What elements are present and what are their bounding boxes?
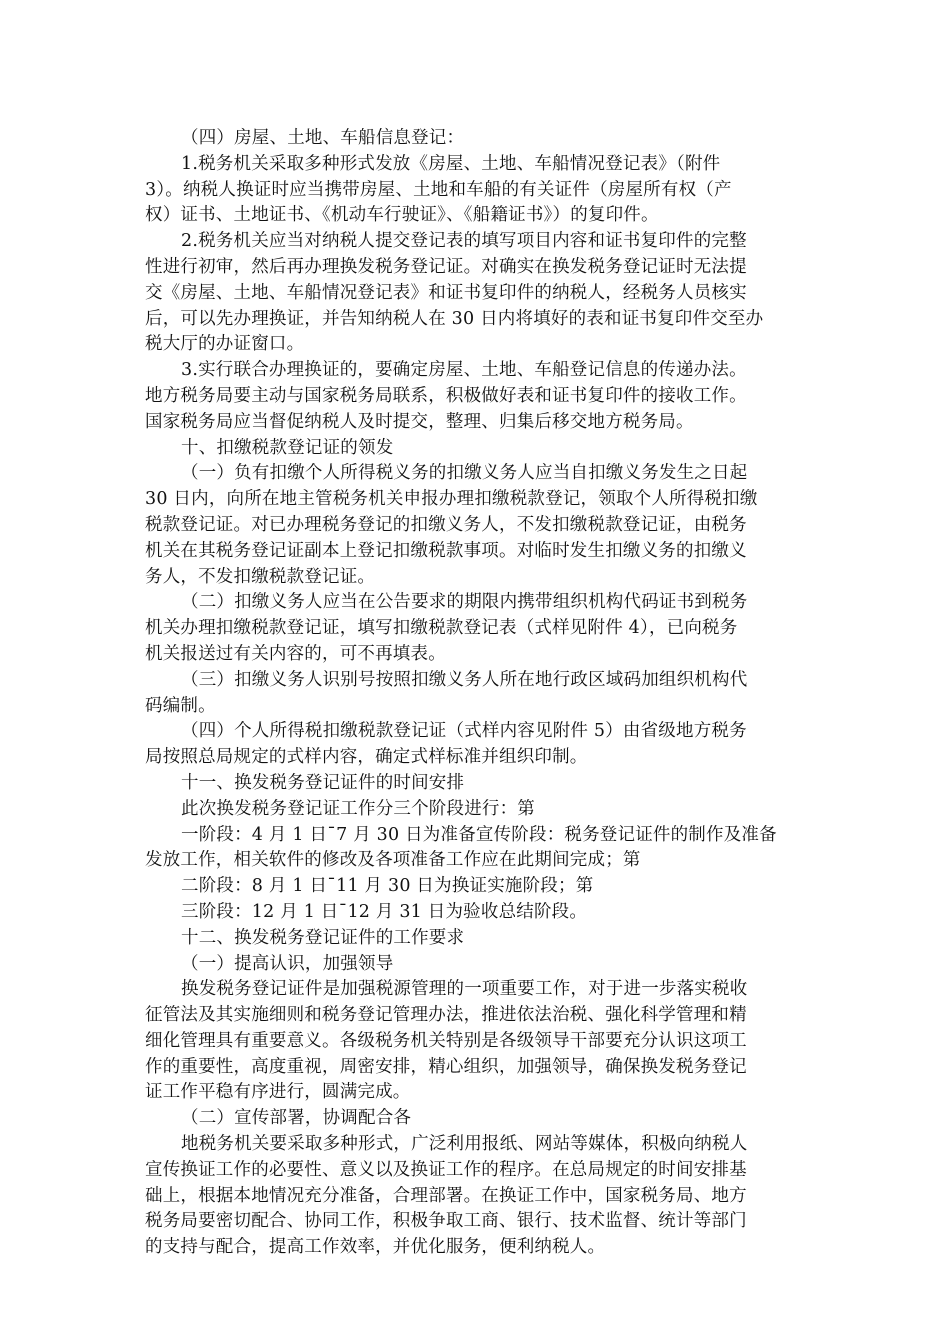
text-line: 十一、换发税务登记证件的时间安排 [181, 772, 465, 793]
text-line: （四）房屋、土地、车船信息登记： [181, 128, 465, 148]
text-line: 局按照总局规定的式样内容，确定式样标准并组织印制。 [145, 747, 588, 768]
text-line: 一阶段：4 月 1 日¯7 月 30 日为准备宣传阶段：税务登记证件的制作及准备 [181, 824, 777, 845]
text-line: 二阶段：8 月 1 日¯11 月 30 日为换证实施阶段；第 [181, 876, 594, 897]
text-line: 机关在其税务登记证副本上登记扣缴税款事项。对临时发生扣缴义务的扣缴义 [145, 540, 747, 561]
text-line: （二）宣传部署，协调配合各 [181, 1108, 412, 1129]
text-line: （一）负有扣缴个人所得税义务的扣缴义务人应当自扣缴义务发生之日起 [181, 463, 748, 484]
text-line: 细化管理具有重要意义。各级税务机关特别是各级领导干部要充分认识这项工 [145, 1030, 747, 1051]
text-line: 征管法及其实施细则和税务登记管理办法，推进依法治税、强化科学管理和精 [145, 1005, 747, 1026]
text-line: （二）扣缴义务人应当在公告要求的期限内携带组织机构代码证书到税务 [181, 592, 748, 613]
text-line: 地税务机关要采取多种形式，广泛利用报纸、网站等媒体，积极向纳税人 [181, 1134, 748, 1155]
text-line: 税款登记证。对已办理税务登记的扣缴义务人，不发扣缴税款登记证，由税务 [145, 514, 747, 535]
text-line: 后，可以先办理换证，并告知纳税人在 30 日内将填好的表和证书复印件交至办 [145, 308, 764, 329]
text-line: 作的重要性，高度重视，周密安排，精心组织，加强领导，确保换发税务登记 [145, 1056, 747, 1077]
text-line: 此次换发税务登记证工作分三个阶段进行：第 [181, 798, 535, 819]
text-line: 地方税务局要主动与国家税务局联系，积极做好表和证书复印件的接收工作。 [145, 385, 747, 406]
text-line: （三）扣缴义务人识别号按照扣缴义务人所在地行政区域码加组织机构代 [181, 669, 748, 690]
text-line: 机关报送过有关内容的，可不再填表。 [145, 643, 446, 664]
text-line: 税大厅的办证窗口。 [145, 334, 305, 355]
text-line: 发放工作，相关软件的修改及各项准备工作应在此期间完成；第 [145, 850, 641, 871]
text-line: 十、扣缴税款登记证的领发 [181, 437, 394, 458]
text-line: 机关办理扣缴税款登记证，填写扣缴税款登记表（式样见附件 4），已向税务 [145, 618, 738, 639]
text-line: 3.实行联合办理换证的，要确定房屋、土地、车船登记信息的传递办法。 [181, 360, 747, 381]
text-line: 1.税务机关采取多种形式发放《房屋、土地、车船情况登记表》（附件 [181, 153, 721, 174]
text-line: 权）证书、土地证书、《机动车行驶证》、《船籍证书》）的复印件。 [145, 205, 659, 226]
text-line: 宣传换证工作的必要性、意义以及换证工作的程序。在总局规定的时间安排基 [145, 1159, 747, 1180]
text-line: （四）个人所得税扣缴税款登记证（式样内容见附件 5）由省级地方税务 [181, 721, 747, 742]
text-line: 务人，不发扣缴税款登记证。 [145, 566, 376, 587]
text-line: 的支持与配合，提高工作效率，并优化服务，便利纳税人。 [145, 1237, 606, 1258]
text-line: 性进行初审，然后再办理换发税务登记证。对确实在换发税务登记证时无法提 [145, 256, 747, 277]
text-line: 30 日内，向所在地主管税务机关申报办理扣缴税款登记，领取个人所得税扣缴 [145, 489, 758, 510]
text-line: 础上，根据本地情况充分准备，合理部署。在换证工作中，国家税务局、地方 [145, 1185, 747, 1206]
text-line: 国家税务局应当督促纳税人及时提交，整理、归集后移交地方税务局。 [145, 411, 694, 432]
text-line: 码编制。 [145, 695, 216, 716]
text-line: 换发税务登记证件是加强税源管理的一项重要工作，对于进一步落实税收 [181, 979, 748, 1000]
text-line: 证工作平稳有序进行，圆满完成。 [145, 1082, 411, 1103]
text-line: （一）提高认识，加强领导 [181, 953, 394, 974]
text-line: 交《房屋、土地、车船情况登记表》和证书复印件的纳税人，经税务人员核实 [145, 282, 747, 303]
text-line: 三阶段：12 月 1 日¯12 月 31 日为验收总结阶段。 [181, 901, 588, 922]
text-line: 税务局要密切配合、协同工作，积极争取工商、银行、技术监督、统计等部门 [145, 1211, 747, 1232]
text-line: 2.税务机关应当对纳税人提交登记表的填写项目内容和证书复印件的完整 [181, 231, 747, 252]
text-line: 3）。纳税人换证时应当携带房屋、土地和车船的有关证件（房屋所有权（产 [145, 179, 732, 200]
document-body [145, 126, 813, 1261]
text-line: 十二、换发税务登记证件的工作要求 [181, 927, 465, 948]
